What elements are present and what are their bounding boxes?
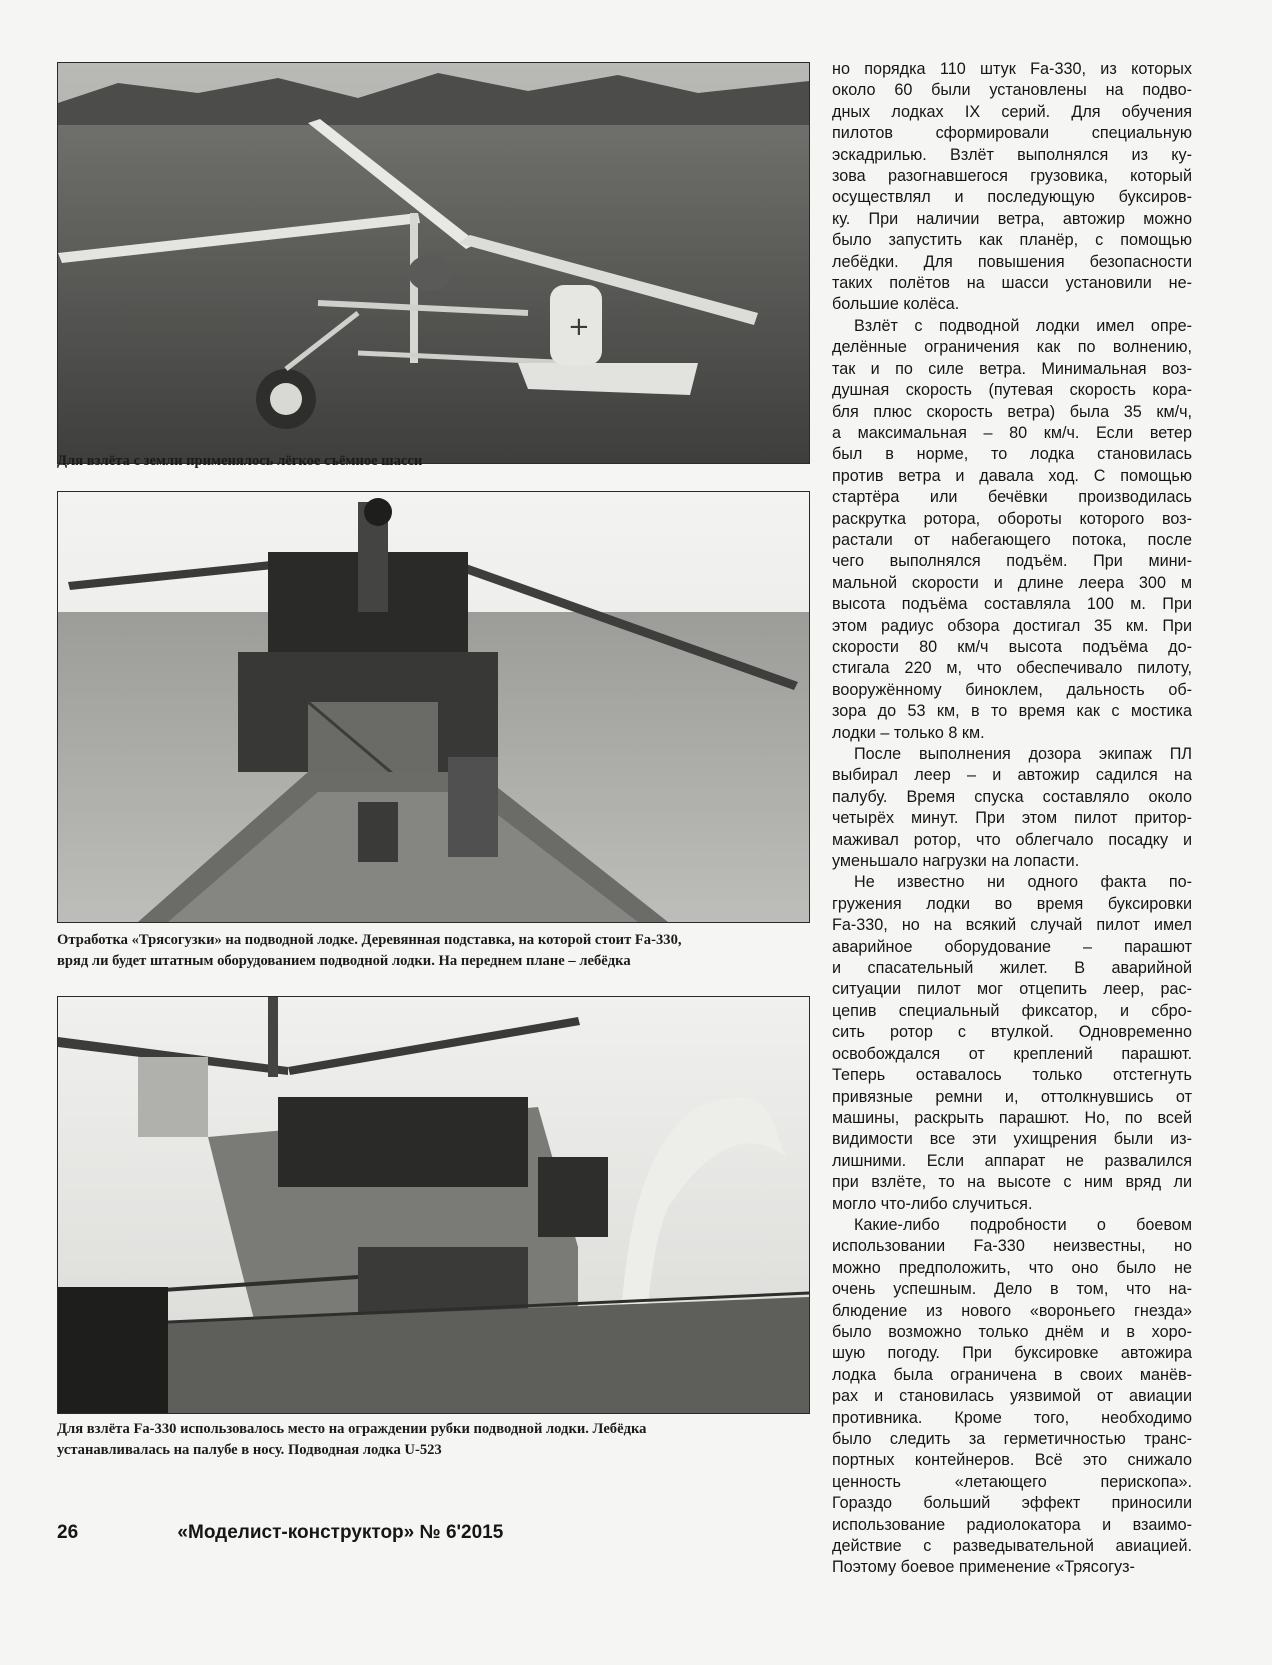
text-line: Поэтому боевое применение «Трясогуз- (832, 1558, 1135, 1577)
page-number: 26 (57, 1522, 79, 1543)
text-line: лодка была ограничена в своих манёв- (832, 1365, 1192, 1384)
caption-line: Для взлёта Fa-330 использовалось место на ограждении рубки подводной лодки. Лебёдка (57, 1421, 647, 1437)
text-line: цепив специальный фиксатор, и сбро- (832, 1001, 1192, 1020)
text-line: ценность «летающего перископа». (832, 1472, 1192, 1491)
svg-text:+: + (568, 312, 590, 342)
text-line: использование радиолокатора и взаимо- (832, 1515, 1192, 1534)
text-line: сить ротор с втулкой. Одновременно (832, 1023, 1192, 1042)
text-line: Какие-либо подробности о боевом (854, 1215, 1192, 1234)
text-line: можно предположить, что оно было не (832, 1258, 1192, 1277)
text-line: После выполнения дозора экипаж ПЛ (854, 745, 1192, 763)
paragraph (832, 872, 1192, 1215)
text-line: палубу. Время спуска составляло около (832, 787, 1192, 806)
text-line: чего выполнялся подъём. При мини- (832, 552, 1192, 571)
text-line: лебёдки. Для повышения безопасности (832, 252, 1192, 271)
text-line: освобождался от креплений парашют. (832, 1044, 1192, 1063)
text-line: против ветра и давала ход. С помощью (832, 466, 1192, 485)
text-line: таких полётов на шасси установили не- (832, 274, 1192, 293)
text-line: машины, раскрыть парашют. Но, по всей (832, 1108, 1192, 1127)
text-line: осуществлял и последующую буксиров- (832, 188, 1192, 207)
text-line: и спасательный жилет. В аварийной (832, 959, 1192, 978)
text-line: было возможно только днём и в хоро- (832, 1322, 1192, 1341)
text-line: было запустить как планёр, с помощью (832, 231, 1192, 250)
text-line: мальной скорости и длине леера 300 м (832, 573, 1192, 592)
text-line: гружения лодки во время буксировки (832, 894, 1192, 913)
caption-line: Отработка «Трясогузки» на подводной лодке. Деревянная подставка, на которой стоит Fa-330, (57, 932, 682, 948)
text-line: делённые ограничения как по волнению, (832, 338, 1192, 357)
text-line: но порядка 110 штук Fa-330, из которых (832, 60, 1192, 78)
text-line: Взлёт с подводной лодки имел опре- (854, 316, 1192, 335)
text-line: Гораздо больший эффект приносили (832, 1494, 1192, 1513)
text-line: Не известно ни одного факта по- (854, 873, 1192, 892)
caption-photo-3 (57, 1419, 809, 1461)
text-line: действие с разведывательной авиацией. (832, 1537, 1192, 1556)
text-line: так и по силе ветра. Минимальная воз- (832, 359, 1192, 378)
text-line: душная скорость (путевая скорость кора- (832, 381, 1192, 400)
photo-u523-conning-tower (57, 996, 810, 1414)
text-line: большие колёса. (832, 295, 960, 314)
photo-autogyro-ground (57, 62, 810, 464)
text-line: ку. При наличии ветра, автожир можно (832, 209, 1192, 228)
paragraph (832, 1215, 1192, 1579)
caption-photo-1 (57, 451, 809, 472)
text-line: этом радиус обзора достигал 35 км. При (832, 616, 1192, 635)
text-line: ситуации пилот мог отцепить леер, рас- (832, 980, 1192, 999)
paragraph (832, 744, 1192, 872)
text-line: использовании Fa-330 неизвестны, но (832, 1237, 1192, 1256)
text-line: могло что-либо случиться. (832, 1194, 1033, 1213)
text-line: четырёх минут. При этом пилот притор- (832, 809, 1192, 828)
caption-line: вряд ли будет штатным оборудованием подводной лодки. На переднем плане – лебёдка (57, 953, 631, 969)
text-line: было следить за герметичностью транс- (832, 1430, 1192, 1448)
text-line: эскадрилью. Взлёт выполнялся из ку- (832, 145, 1192, 164)
text-line: зова разогнавшегося грузовика, который (832, 167, 1192, 186)
text-line: растали от набегающего потока, после (832, 530, 1192, 549)
text-line: а максимальная – 80 км/ч. Если ветер (832, 423, 1192, 442)
text-line: портных контейнеров. Всё это снижало (832, 1451, 1192, 1470)
text-line: лодки – только 8 км. (832, 723, 985, 742)
paragraph (832, 59, 1192, 316)
text-line: шую погоду. При буксировке автожира (832, 1344, 1192, 1363)
text-line: Fa-330, но на всякий случай пилот имел (832, 916, 1192, 935)
text-line: бля плюс скорость ветра) была 35 км/ч, (832, 402, 1192, 421)
text-line: зора до 53 км, в то время как с мостика (832, 702, 1192, 721)
text-line: уменьшало нагрузки на лопасти. (832, 852, 1080, 871)
text-line: выбирал леер – и автожир садился на (832, 766, 1192, 785)
text-line: был в норме, то лодка становилась (832, 445, 1192, 464)
photo-submarine-deck-test (57, 491, 810, 923)
text-line: видимости все эти ухищрения были из- (832, 1130, 1192, 1149)
text-line: раскрутка ротора, обороты которого воз- (832, 509, 1192, 528)
text-line: блюдение из нового «вороньего гнезда» (832, 1301, 1192, 1320)
text-line: Теперь оставалось только отстегнуть (832, 1066, 1192, 1085)
text-line: лишними. Если аппарат не развалился (832, 1151, 1192, 1170)
text-line: около 60 были установлены на подво- (832, 81, 1192, 100)
text-line: пилотов сформировали специальную (832, 124, 1192, 143)
text-line: дных лодках IX серий. Для обучения (832, 102, 1192, 121)
text-line: рах и становилась уязвимой от авиации (832, 1387, 1192, 1406)
text-line: аварийное оборудование – парашют (832, 937, 1192, 956)
text-line: очень успешным. Дело в том, что на- (832, 1280, 1192, 1299)
text-line: стигала 220 м, что обеспечивало пилоту, (832, 659, 1192, 678)
text-line: высота подъёма составляла 100 м. При (832, 595, 1192, 614)
paragraph (832, 316, 1192, 744)
text-line: скорости 80 км/ч высота подъёма до- (832, 637, 1192, 656)
caption-photo-2 (57, 930, 809, 972)
text-line: при взлёте, то на высоте с ним вряд ли (832, 1173, 1192, 1192)
text-line: стартёра или бечёвки производилась (832, 488, 1192, 507)
article-text-column (832, 59, 1192, 1579)
text-line: вооружённому биноклем, дальность об- (832, 680, 1192, 699)
text-line: противника. Кроме того, необходимо (832, 1408, 1192, 1427)
text-line: привязные ремни и, оттолкнувшись от (832, 1087, 1192, 1106)
text-line: маживал ротор, что облегчало посадку и (832, 830, 1192, 849)
page-footer (57, 1522, 503, 1544)
caption-line: Для взлёта с земли применялось лёгкое съёмное шасси (57, 453, 423, 469)
caption-line: устанавливалась на палубе в носу. Подводная лодка U-523 (57, 1442, 442, 1458)
publication-title: «Моделист-конструктор» № 6'2015 (177, 1522, 504, 1543)
